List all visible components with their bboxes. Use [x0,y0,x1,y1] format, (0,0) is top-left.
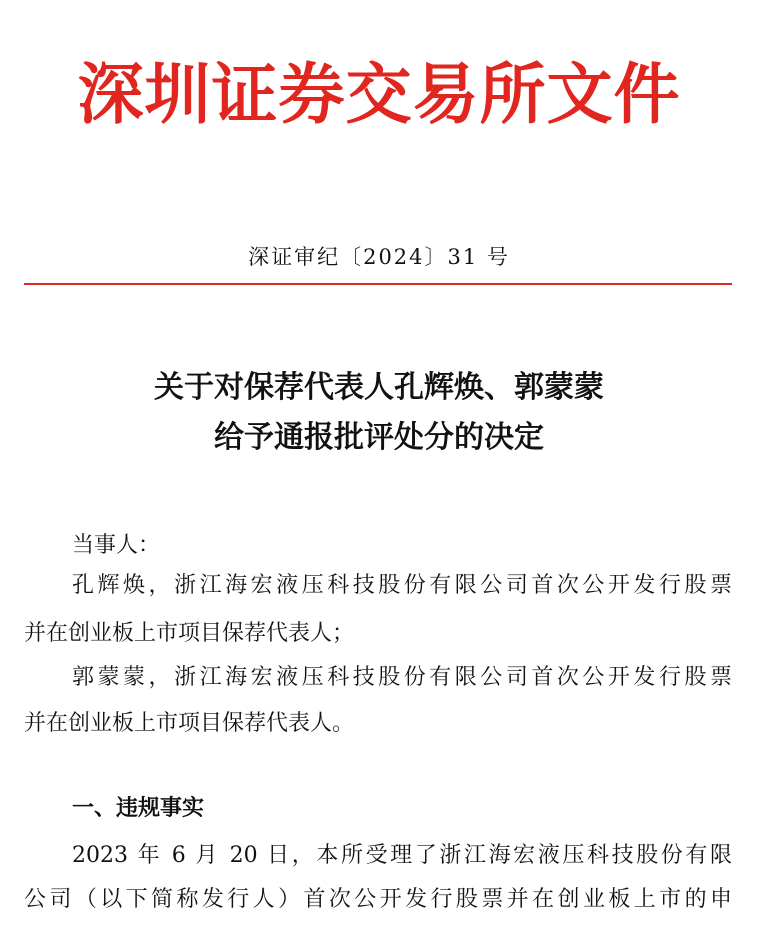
section-1-paragraph-line-1: 2023 年 6 月 20 日，本所受理了浙江海宏液压科技股份有限 [72,843,732,868]
red-divider-line [24,283,732,285]
party-1-line-2: 并在创业板上市项目保荐代表人； [24,621,355,646]
section-1-heading: 一、违规事实 [72,796,205,821]
document-title-line-2: 给予通报批评处分的决定 [214,420,544,455]
document-number: 深证审纪〔2024〕31 号 [248,245,510,269]
section-1-paragraph-line-2: 公司（以下简称发行人）首次公开发行股票并在创业板上市的申 [24,887,732,912]
party-2-line-2: 并在创业板上市项目保荐代表人。 [24,711,355,736]
parties-label: 当事人： [72,533,161,558]
document-title-line-1: 关于对保荐代表人孔辉焕、郭蒙蒙 [154,370,604,405]
party-2-line-1: 郭蒙蒙，浙江海宏液压科技股份有限公司首次公开发行股票 [72,665,732,690]
party-1-line-1: 孔辉焕，浙江海宏液压科技股份有限公司首次公开发行股票 [72,573,732,598]
issuer-masthead: 深圳证券交易所文件 [77,56,681,133]
